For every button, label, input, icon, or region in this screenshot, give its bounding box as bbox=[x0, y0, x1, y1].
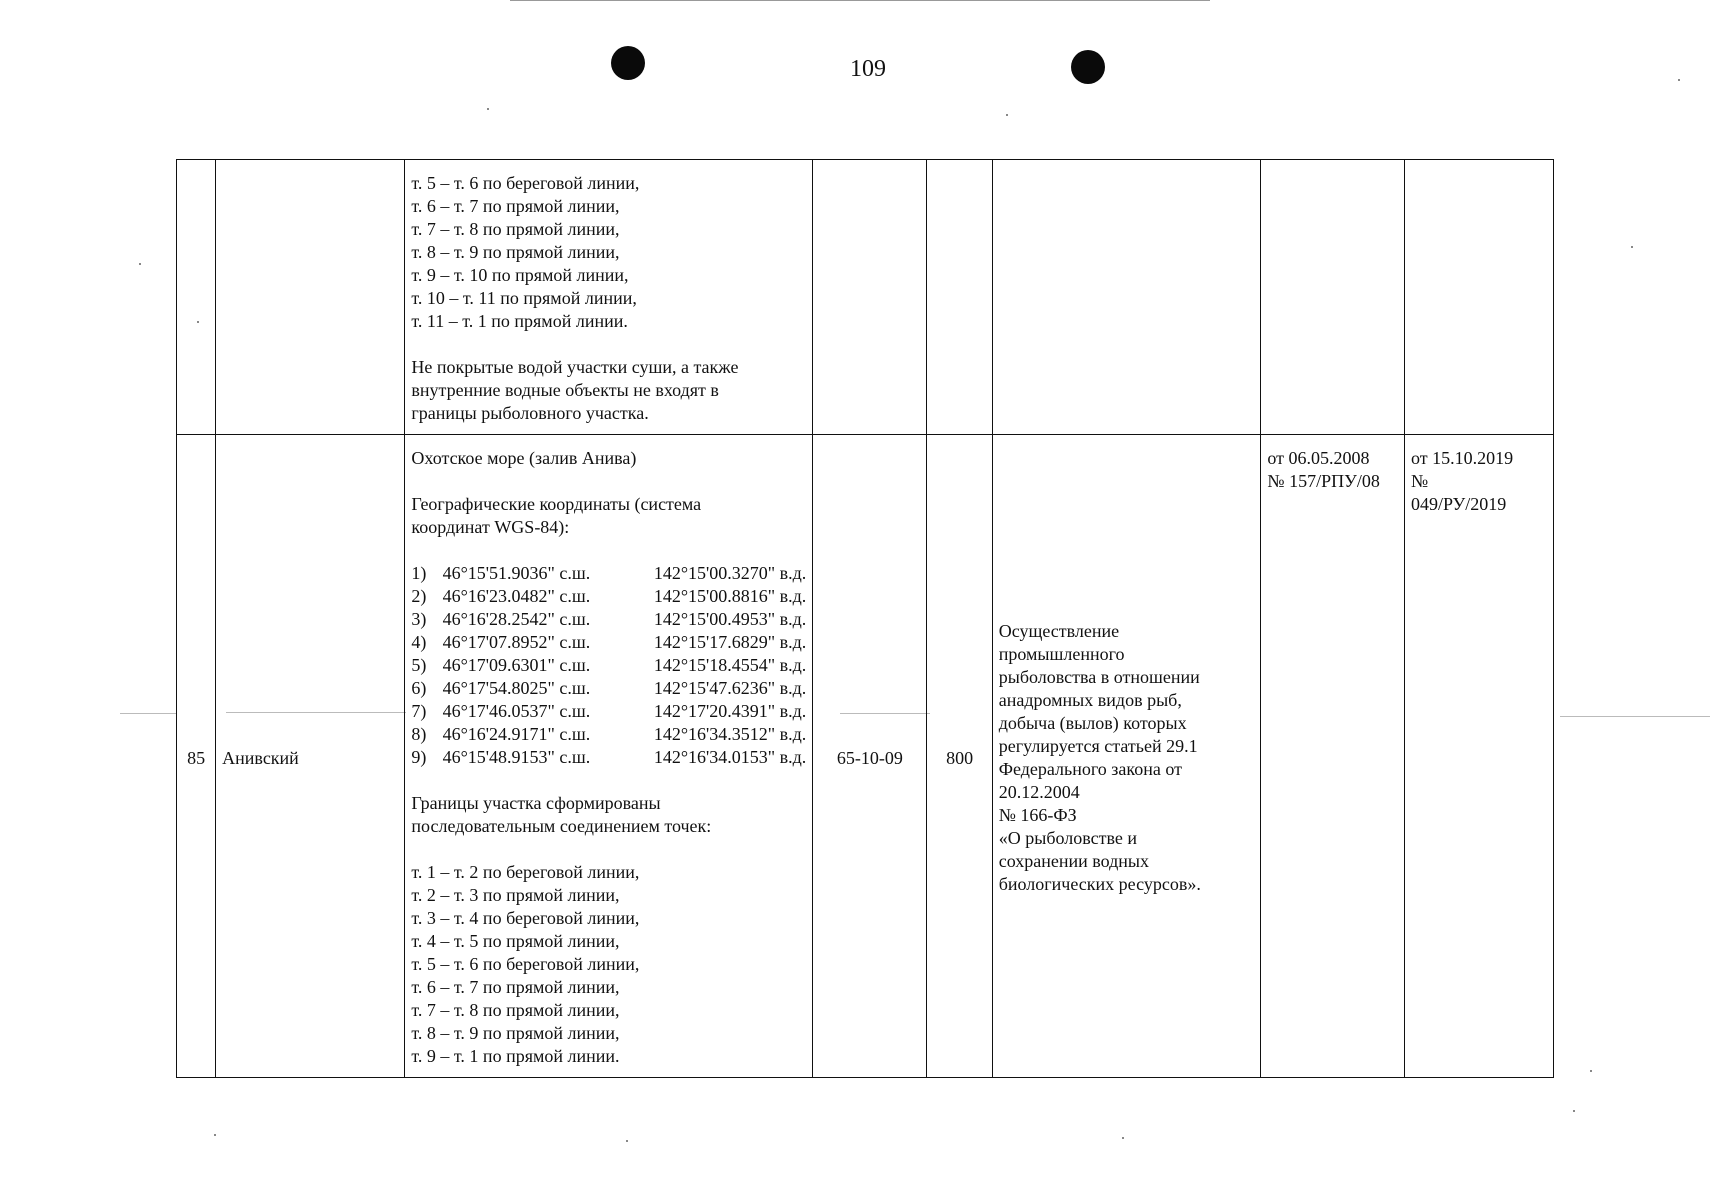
scan-artifact bbox=[1573, 1110, 1575, 1112]
name-cell bbox=[216, 160, 405, 435]
punch-hole-right bbox=[1071, 50, 1105, 84]
boundary-header: последовательным соединением точек: bbox=[411, 816, 712, 836]
purpose-line: биологических ресурсов». bbox=[998, 874, 1201, 894]
name-cell bbox=[216, 435, 405, 1078]
area-size: 800 bbox=[946, 747, 974, 768]
boundary-header: Границы участка сформированы bbox=[411, 793, 661, 813]
area-name: Анивский bbox=[222, 747, 299, 768]
scan-artifact bbox=[120, 713, 176, 714]
agreement-cell bbox=[1261, 160, 1405, 435]
code-cell bbox=[813, 435, 927, 1078]
purpose-line: сохранении водных bbox=[998, 851, 1150, 871]
exclusion-note: границы рыболовного участка. bbox=[411, 403, 649, 423]
coordinate-row: 1) 46°15'51.9036" с.ш. 142°15'00.3270" в.д. bbox=[411, 563, 807, 583]
purpose-line: Осуществление bbox=[998, 621, 1120, 641]
boundary-line: т. 6 – т. 7 по прямой линии, bbox=[411, 977, 620, 997]
purpose-line: регулируется статьей 29.1 bbox=[998, 736, 1198, 756]
scan-artifact bbox=[1560, 716, 1710, 717]
scan-artifact bbox=[487, 108, 489, 110]
scan-artifact bbox=[1678, 79, 1680, 81]
purpose-line: анадромных видов рыб, bbox=[998, 690, 1182, 710]
page-number: 109 bbox=[850, 56, 886, 82]
scan-artifact bbox=[139, 263, 141, 265]
area-cell bbox=[927, 435, 992, 1078]
scan-artifact bbox=[1590, 1070, 1592, 1072]
boundary-line: т. 3 – т. 4 по береговой линии, bbox=[411, 908, 640, 928]
boundary-line: т. 6 – т. 7 по прямой линии, bbox=[411, 196, 620, 216]
boundary-line: т. 11 – т. 1 по прямой линии. bbox=[411, 311, 628, 331]
boundary-line: т. 1 – т. 2 по береговой линии, bbox=[411, 862, 640, 882]
boundary-line: т. 9 – т. 1 по прямой линии. bbox=[411, 1046, 620, 1066]
purpose-line: добыча (вылов) которых bbox=[998, 713, 1187, 733]
agreement-cell bbox=[1261, 435, 1405, 1078]
coordinates-header: координат WGS-84): bbox=[411, 517, 570, 537]
purpose-line: промышленного bbox=[998, 644, 1125, 664]
scan-artifact bbox=[214, 1134, 216, 1136]
agreement-date: от 06.05.2008 bbox=[1267, 448, 1370, 468]
coordinate-row: 4) 46°17'07.8952" с.ш. 142°15'17.6829" в.д. bbox=[411, 632, 807, 652]
decision-date: от 15.10.2019 bbox=[1410, 448, 1514, 468]
table-row bbox=[177, 160, 1554, 435]
boundary-description-cell bbox=[405, 160, 813, 435]
punch-hole-left bbox=[611, 46, 645, 80]
water-body: Охотское море (залив Анива) bbox=[411, 448, 637, 468]
coordinate-row: 8) 46°16'24.9171" с.ш. 142°16'34.3512" в.д. bbox=[411, 724, 807, 744]
purpose-line: 20.12.2004 bbox=[998, 782, 1080, 802]
coordinate-row: 7) 46°17'46.0537" с.ш. 142°17'20.4391" в.д. bbox=[411, 701, 807, 721]
boundary-line: т. 2 – т. 3 по прямой линии, bbox=[411, 885, 620, 905]
top-edge-rule bbox=[510, 0, 1210, 1]
number-cell bbox=[177, 160, 216, 435]
boundary-line: т. 7 – т. 8 по прямой линии, bbox=[411, 1000, 620, 1020]
coordinate-row: 2) 46°16'23.0482" с.ш. 142°15'00.8816" в.д. bbox=[411, 586, 807, 606]
boundary-line: т. 4 – т. 5 по прямой линии, bbox=[411, 931, 620, 951]
code-cell bbox=[813, 160, 927, 435]
number-cell bbox=[177, 435, 216, 1078]
decision-cell bbox=[1404, 160, 1553, 435]
boundary-line: т. 10 – т. 11 по прямой линии, bbox=[411, 288, 637, 308]
area-cell bbox=[927, 160, 992, 435]
scan-artifact bbox=[1631, 246, 1633, 248]
table-row bbox=[177, 435, 1554, 1078]
boundary-line: т. 9 – т. 10 по прямой линии, bbox=[411, 265, 629, 285]
coordinate-row: 3) 46°16'28.2542" с.ш. 142°15'00.4953" в.д. bbox=[411, 609, 807, 629]
scan-artifact bbox=[626, 1140, 628, 1142]
purpose-line: Федерального закона от bbox=[998, 759, 1182, 779]
purpose-cell bbox=[992, 435, 1261, 1078]
coordinate-row: 6) 46°17'54.8025" с.ш. 142°15'47.6236" в.д. bbox=[411, 678, 807, 698]
agreement-number: № 157/РПУ/08 bbox=[1267, 471, 1380, 491]
purpose-line: рыболовства в отношении bbox=[998, 667, 1200, 687]
boundary-line: т. 8 – т. 9 по прямой линии, bbox=[411, 1023, 620, 1043]
row-number: 85 bbox=[187, 747, 206, 768]
coordinates-header: Географические координаты (система bbox=[411, 494, 702, 514]
decision-number-sign: № bbox=[1410, 471, 1429, 491]
boundary-line: т. 8 – т. 9 по прямой линии, bbox=[411, 242, 620, 262]
decision-number: 049/РУ/2019 bbox=[1410, 494, 1507, 514]
decision-cell bbox=[1404, 435, 1553, 1078]
purpose-line: «О рыболовстве и bbox=[998, 828, 1137, 848]
scan-artifact bbox=[1122, 1137, 1124, 1139]
area-code: 65-10-09 bbox=[836, 747, 903, 768]
purpose-cell bbox=[992, 160, 1261, 435]
coordinate-row: 9) 46°15'48.9153" с.ш. 142°16'34.0153" в.д. bbox=[411, 747, 807, 767]
scan-artifact bbox=[1006, 114, 1008, 116]
fishing-areas-table bbox=[176, 159, 1554, 1078]
boundary-line: т. 5 – т. 6 по береговой линии, bbox=[411, 954, 640, 974]
boundary-line: т. 5 – т. 6 по береговой линии, bbox=[411, 173, 640, 193]
coordinate-row: 5) 46°17'09.6301" с.ш. 142°15'18.4554" в.д. bbox=[411, 655, 807, 675]
exclusion-note: Не покрытые водой участки суши, а также bbox=[411, 357, 739, 377]
exclusion-note: внутренние водные объекты не входят в bbox=[411, 380, 719, 400]
boundary-description-cell bbox=[405, 435, 813, 1078]
purpose-line: № 166-ФЗ bbox=[998, 805, 1077, 825]
boundary-line: т. 7 – т. 8 по прямой линии, bbox=[411, 219, 620, 239]
